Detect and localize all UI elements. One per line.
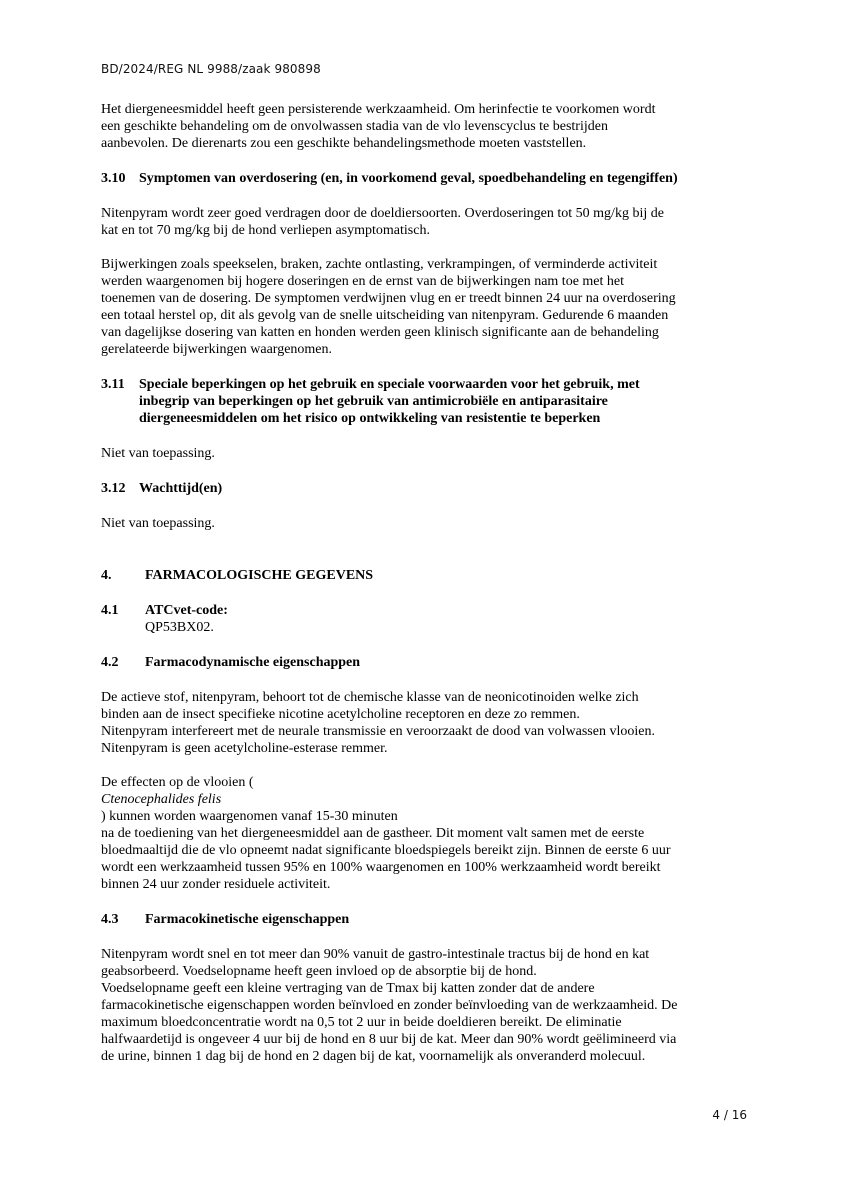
text-line: de urine, binnen 1 dag bij de hond en 2 dagen bij de kat, voornamelijk als onveranderd molecuul. — [101, 1049, 646, 1064]
text-line: Nitenpyram wordt zeer goed verdragen door de doeldiersoorten. Overdoseringen tot 50 mg/kg bij de — [101, 206, 664, 221]
text-line: geabsorbeerd. Voedselopname heeft geen invloed op de absorptie bij de hond. — [101, 964, 537, 979]
pharmacodynamics-paragraph-2 — [101, 774, 751, 893]
section-title-line: Speciale beperkingen op het gebruik en speciale voorwaarden voor het gebruik, met — [139, 377, 640, 392]
section-heading-4-2 — [101, 654, 751, 671]
text-line: Bijwerkingen zoals speekselen, braken, zachte ontlasting, verkrampingen, of verminderde activiteit — [101, 257, 658, 272]
text-line: De actieve stof, nitenpyram, behoort tot de chemische klasse van de neonicotinoiden welke zich — [101, 690, 639, 705]
text-line: Voedselopname geeft een kleine vertraging van de Tmax bij katten zonder dat de andere — [101, 981, 595, 996]
text-line: een geschikte behandeling om de onvolwassen stadia van de vlo levenscyclus te bestrijden — [101, 119, 608, 134]
section-title: Farmacokinetische eigenschappen — [145, 912, 350, 927]
atcvet-code: QP53BX02. — [145, 620, 214, 635]
text-line: een totaal herstel op, dit als gevolg van de snelle uitscheiding van nitenpyram. Gedurende 6 maanden — [101, 308, 669, 323]
section-title-line: diergeneesmiddelen om het risico op ontwikkeling van resistentie te beperken — [139, 411, 601, 426]
text-line: gerelateerde bijwerkingen waargenomen. — [101, 342, 333, 357]
text-line: binnen 24 uur zonder residuele activiteit. — [101, 877, 331, 892]
section-title: Symptomen van overdosering (en, in voorkomend geval, spoedbehandeling en tegengiffen) — [139, 171, 678, 186]
text-line: Nitenpyram wordt snel en tot meer dan 90% vanuit de gastro-intestinale tractus bij de hond en kat — [101, 947, 650, 962]
section-title: FARMACOLOGISCHE GEGEVENS — [145, 568, 374, 583]
text-line: Nitenpyram interfereert met de neurale transmissie en veroorzaakt de dood van volwassen vlooien. — [101, 724, 655, 739]
section-heading-4-1 — [101, 602, 751, 636]
text-line: Het diergeneesmiddel heeft geen persisterende werkzaamheid. Om herinfectie te voorkomen wordt — [101, 102, 656, 117]
section-heading-4-3 — [101, 911, 751, 928]
species-name: Ctenocephalides felis — [101, 792, 222, 807]
text-line: toenemen van de dosering. De symptomen verdwijnen vlug en er treedt binnen 24 uur na overdosering — [101, 291, 676, 306]
overdose-tolerance-paragraph — [101, 205, 751, 239]
page-content — [101, 101, 751, 1065]
atcvet-label: ATCvet-code: — [145, 603, 228, 618]
section-number: 4.2 — [101, 655, 119, 670]
text-line: binden aan de insect specifieke nicotine acetylcholine receptoren en deze zo remmen. — [101, 707, 580, 722]
section-heading-3-12 — [101, 480, 751, 497]
section-heading-4 — [101, 567, 751, 584]
section-title: Farmacodynamische eigenschappen — [145, 655, 361, 670]
section-number: 3.12 — [101, 481, 126, 496]
text-line: van dagelijkse dosering van katten en honden werden geen klinisch significante aan de behandeling — [101, 325, 659, 340]
section-title: Wachttijd(en) — [139, 481, 223, 496]
section-3-11-text: Niet van toepassing. — [101, 446, 215, 461]
text-line: maximum bloedconcentratie wordt na 0,5 tot 2 uur in beide doeldieren bereikt. De eliminatie — [101, 1015, 622, 1030]
section-heading-3-11 — [101, 376, 751, 427]
text-line: aanbevolen. De dierenarts zou een geschikte behandelingsmethode moeten vaststellen. — [101, 136, 587, 151]
text-line: halfwaardetijd is ongeveer 4 uur bij de hond en 8 uur bij de kat. Meer dan 90% wordt geëlimineerd via — [101, 1032, 677, 1047]
section-number: 4.1 — [101, 603, 119, 618]
document-reference: BD/2024/REG NL 9988/zaak 980898 — [101, 62, 321, 76]
text-line: Nitenpyram is geen acetylcholine-esterase remmer. — [101, 741, 388, 756]
pharmacokinetics-paragraph — [101, 946, 751, 1065]
section-3-12-text: Niet van toepassing. — [101, 516, 215, 531]
text-line: wordt een werkzaamheid tussen 95% en 100% waargenomen en 100% werkzaamheid wordt bereikt — [101, 860, 661, 875]
page-number: 4 / 16 — [712, 1108, 747, 1122]
pharmacodynamics-paragraph-1 — [101, 689, 751, 757]
intro-paragraph — [101, 101, 751, 152]
section-title-line: inbegrip van beperkingen op het gebruik van antimicrobiële en antiparasitaire — [139, 394, 608, 409]
section-number: 4. — [101, 568, 112, 583]
side-effects-paragraph — [101, 256, 751, 358]
section-number: 3.10 — [101, 171, 126, 186]
section-number: 3.11 — [101, 377, 125, 392]
text-line: farmacokinetische eigenschappen worden beïnvloed en zonder beïnvloeding van de werkzaamheid. De — [101, 998, 678, 1013]
section-number: 4.3 — [101, 912, 119, 927]
section-heading-3-10 — [101, 170, 751, 187]
text-line: na de toediening van het diergeneesmiddel aan de gastheer. Dit moment valt samen met de eerste — [101, 826, 645, 841]
text-line: werden waargenomen bij hogere doseringen en de ernst van de bijwerkingen nam toe met het — [101, 274, 625, 289]
text-line: De effecten op de vlooien ( Ctenocephalides felis ) kunnen worden waargenomen vanaf 15-30 minuten — [101, 775, 398, 824]
text-line: kat en tot 70 mg/kg bij de hond verliepen asymptomatisch. — [101, 223, 430, 238]
text-line: bloedmaaltijd die de vlo opneemt nadat significante bloedspiegels bereikt zijn. Binnen de eerste 6 uur — [101, 843, 671, 858]
